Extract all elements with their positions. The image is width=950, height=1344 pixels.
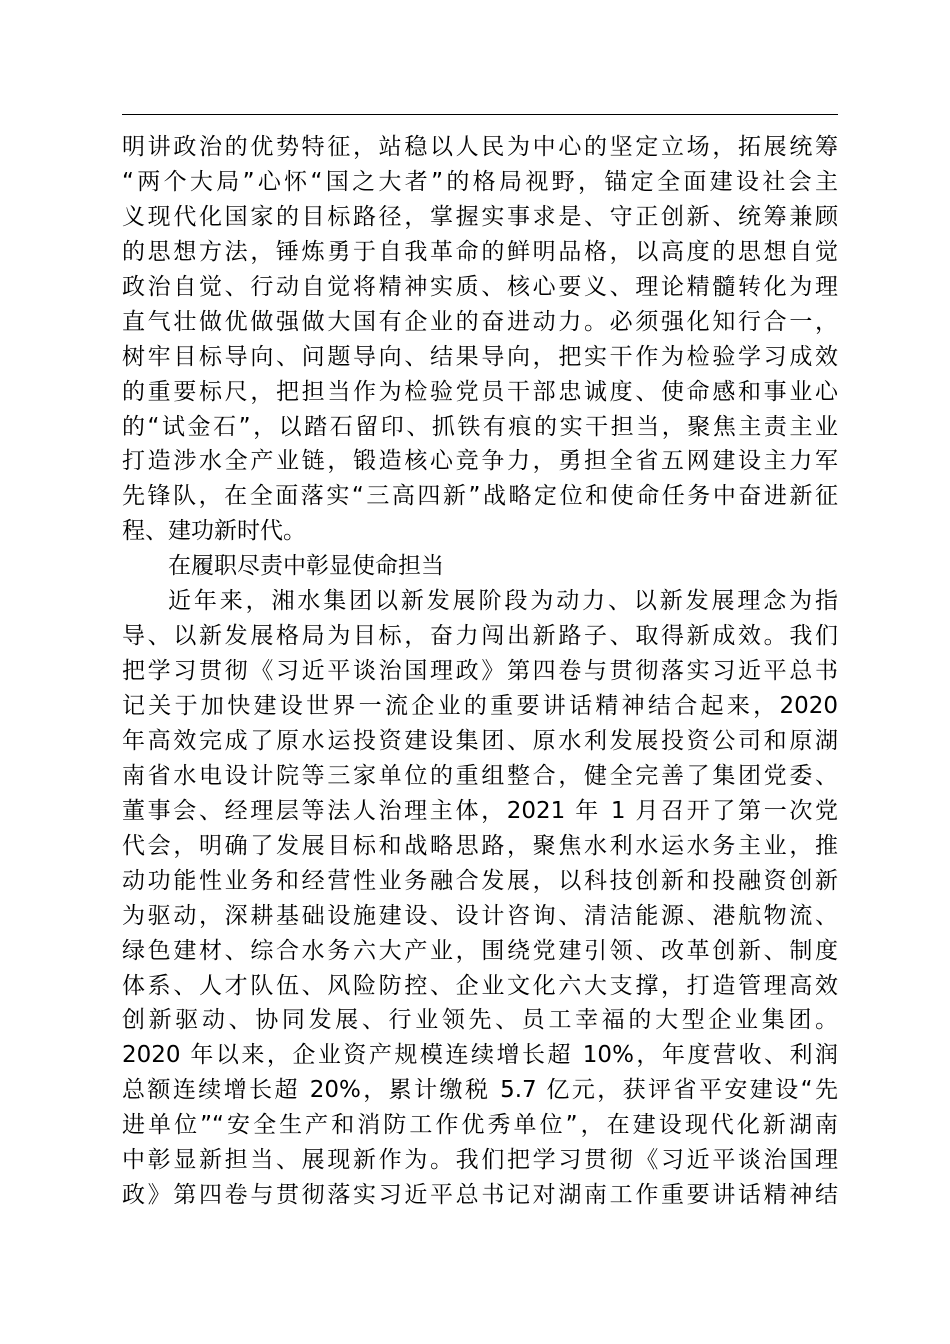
text-line: 义现代化国家的目标路径，掌握实事求是、守正创新、统筹兼顾 — [122, 203, 838, 230]
text-line: 把学习贯彻《习近平谈治国理政》第四卷与贯彻落实习近平总书 — [122, 658, 838, 685]
text-line: 程、建功新时代。 — [122, 518, 306, 545]
text-line: 年高效完成了原水运投资建设集团、原水利发展投资公司和原湖 — [122, 727, 838, 754]
text-line: 体系、人才队伍、风险防控、企业文化六大支撑，打造管理高效 — [122, 972, 838, 999]
text-line: 近年来，湘水集团以新发展阶段为动力、以新发展理念为指 — [168, 588, 838, 615]
text-line: 的重要标尺，把担当作为检验党员干部忠诚度、使命感和事业心 — [122, 378, 838, 405]
text-line: 代会，明确了发展目标和战略思路，聚焦水利水运水务主业，推 — [122, 832, 838, 859]
text-line: 中彰显新担当、展现新作为。我们把学习贯彻《习近平谈治国理 — [122, 1147, 838, 1174]
document-body — [122, 130, 838, 1213]
text-line: 总额连续增长超 20%，累计缴税 5.7 亿元，获评省平安建设“先 — [122, 1077, 838, 1104]
text-line: 明讲政治的优势特征，站稳以人民为中心的坚定立场，拓展统筹 — [122, 134, 838, 160]
text-line: 政》第四卷与贯彻落实习近平总书记对湖南工作重要讲话精神结 — [122, 1182, 838, 1209]
header-rule — [122, 114, 838, 115]
text-line: 为驱动，深耕基础设施建设、设计咨询、清洁能源、港航物流、 — [122, 902, 838, 929]
text-line: 创新驱动、协同发展、行业领先、员工幸福的大型企业集团。 — [122, 1007, 838, 1034]
text-line: 树牢目标导向、问题导向、结果导向，把实干作为检验学习成效 — [122, 343, 838, 370]
text-line: 绿色建材、综合水务六大产业，围绕党建引领、改革创新、制度 — [122, 937, 838, 964]
paragraph — [122, 584, 838, 1213]
text-line: 董事会、经理层等法人治理主体，2021 年 1 月召开了第一次党 — [122, 797, 838, 824]
text-line: 先锋队，在全面落实“三高四新”战略定位和使命任务中奋进新征 — [122, 483, 838, 510]
text-line: 的思想方法，锤炼勇于自我革命的鲜明品格，以高度的思想自觉 — [122, 238, 838, 265]
text-line: 进单位”“安全生产和消防工作优秀单位”，在建设现代化新湖南 — [122, 1112, 838, 1139]
text-line: 2020 年以来，企业资产规模连续增长超 10%，年度营收、利润 — [122, 1042, 838, 1069]
section-heading: 在履职尽责中彰显使命担当 — [168, 553, 444, 580]
text-line: 直气壮做优做强做大国有企业的奋进动力。必须强化知行合一， — [122, 308, 838, 335]
text-line: 南省水电设计院等三家单位的重组整合，健全完善了集团党委、 — [122, 762, 838, 789]
text-line: 打造涉水全产业链，锻造核心竞争力，勇担全省五网建设主力军 — [122, 448, 838, 475]
text-line: 记关于加快建设世界一流企业的重要讲话精神结合起来，2020 — [122, 693, 838, 719]
text-line: “两个大局”心怀“国之大者”的格局视野，锚定全面建设社会主 — [122, 168, 838, 195]
paragraph-continued — [122, 130, 838, 549]
text-line: 动功能性业务和经营性业务融合发展，以科技创新和投融资创新 — [122, 867, 838, 894]
text-line: 政治自觉、行动自觉将精神实质、核心要义、理论精髓转化为理 — [122, 273, 838, 300]
text-line: 的“试金石”，以踏石留印、抓铁有痕的实干担当，聚焦主责主业 — [122, 413, 838, 440]
text-line: 导、以新发展格局为目标，奋力闯出新路子、取得新成效。我们 — [122, 623, 838, 650]
